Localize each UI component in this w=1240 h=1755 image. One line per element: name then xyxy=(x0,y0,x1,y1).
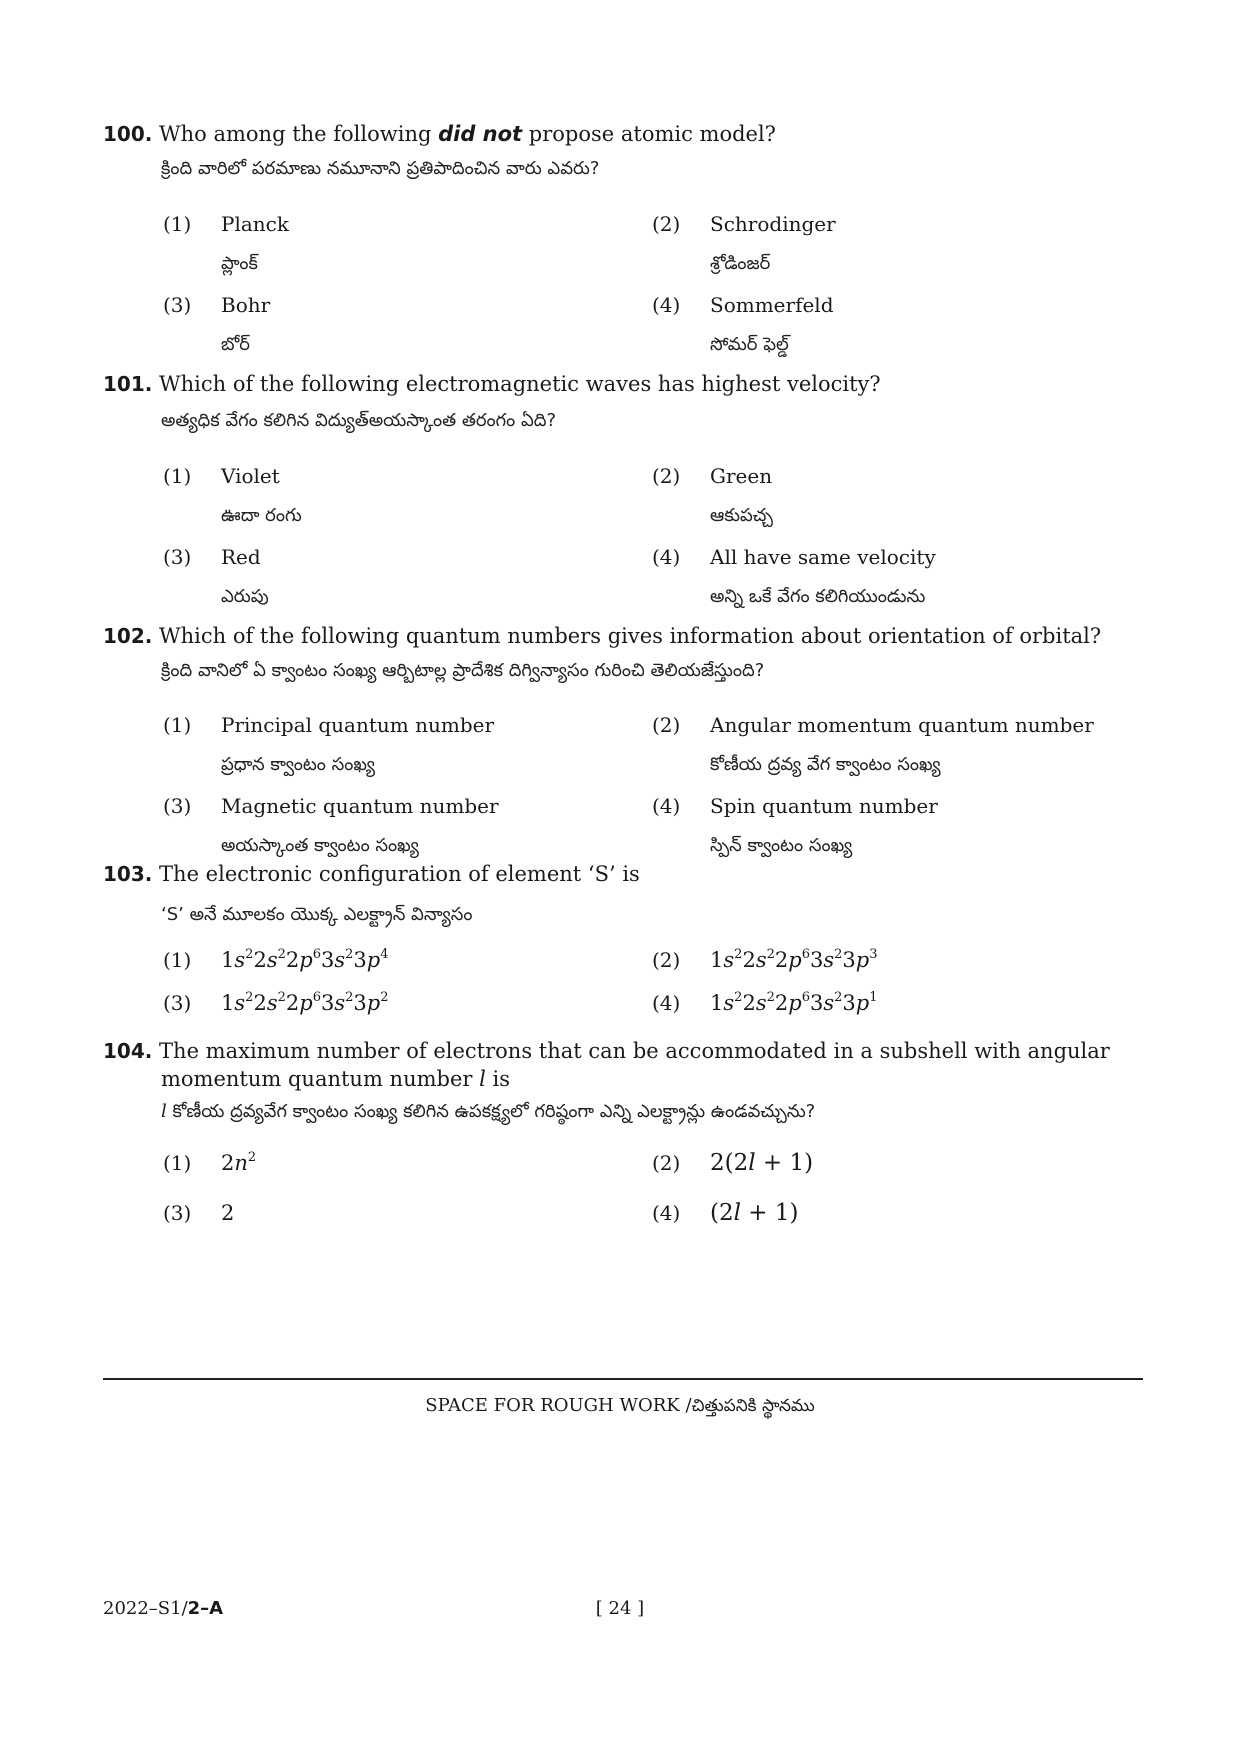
question-number: 104. xyxy=(103,1039,153,1063)
formula: $2n^2$ xyxy=(221,1150,257,1175)
question-text: 101. Which of the following electromagnetic waves has highest velocity? xyxy=(103,372,881,396)
question-104 xyxy=(103,1037,1145,1125)
question-number: 102. xyxy=(103,624,153,648)
rough-work-label: SPACE FOR ROUGH WORK /చిత్తుపనికి స్థానము xyxy=(425,1395,815,1416)
paper-code: 2022–S1/2–A xyxy=(103,1598,224,1619)
formula: (2l + 1) xyxy=(710,1200,799,1226)
question-102 xyxy=(103,622,1145,684)
question-number: 101. xyxy=(103,372,153,396)
question-telugu: ‘S’ అనే మూలకం యొక్క ఎలక్ట్రాన్ విన్యాసం xyxy=(161,904,473,925)
question-telugu: క్రింది వారిలో పరమాణు నమూనాని ప్రతిపాదించిన వారు ఎవరు? xyxy=(161,158,600,179)
formula: 2(2l + 1) xyxy=(710,1150,814,1176)
question-telugu: l కోణీయ ద్రవ్యవేగ క్వాంటం సంఖ్య కలిగిన ఉపకక్ష్యలో గరిష్ఠంగా ఎన్ని ఎలక్ట్రాన్లు ఉండవచ్చును? xyxy=(161,1101,816,1122)
page-number: [ 24 ] xyxy=(595,1598,645,1619)
formula: 2 xyxy=(221,1201,235,1225)
divider xyxy=(103,1378,1143,1380)
question-text: 102. Which of the following quantum numbers gives information about orientation of orbital? xyxy=(103,624,1102,648)
question-number: 100. xyxy=(103,122,153,146)
question-text: 103. The electronic configuration of element ‘S’ is xyxy=(103,862,640,886)
electron-config: $1s^22s^22p^63s^23p^1$ xyxy=(710,990,878,1015)
question-100 xyxy=(103,120,1145,182)
emphasis: did not xyxy=(438,122,523,146)
electron-config: $1s^22s^22p^63s^23p^3$ xyxy=(710,947,878,972)
electron-config: $1s^22s^22p^63s^23p^2$ xyxy=(221,990,389,1015)
question-101 xyxy=(103,370,1145,434)
question-text: 104. The maximum number of electrons that can be accommodated in a subshell with angular momentum quantum number l is xyxy=(103,1039,1110,1091)
question-text: 100. Who among the following did not propose atomic model? xyxy=(103,122,776,146)
question-telugu: అత్యధిక వేగం కలిగిన విద్యుత్‌అయస్కాంత తరంగం ఏది? xyxy=(161,410,557,431)
question-number: 103. xyxy=(103,862,153,886)
electron-config: $1s^22s^22p^63s^23p^4$ xyxy=(221,947,389,972)
question-telugu: క్రింది వానిలో ఏ క్వాంటం సంఖ్య ఆర్బిటాల్ల ప్రాదేశిక దిగ్విన్యాసం గురించి తెలియజేస్తుంది? xyxy=(161,660,765,681)
question-103 xyxy=(103,860,1145,928)
